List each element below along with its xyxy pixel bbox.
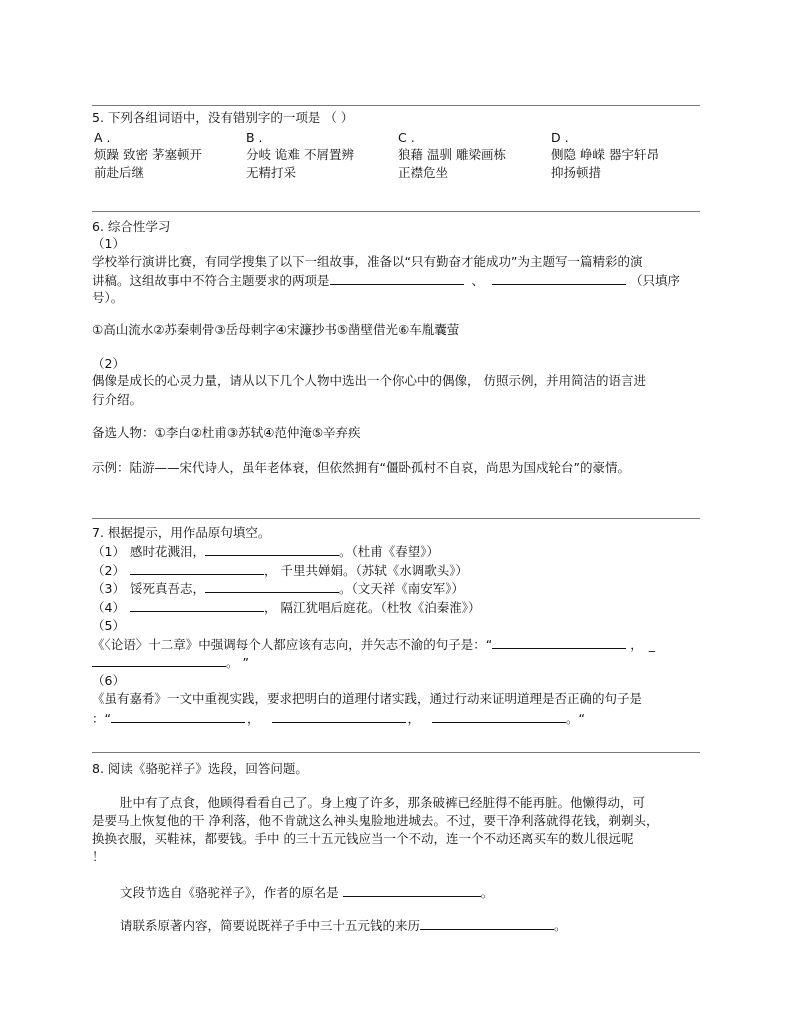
q7-item-5-end: 。 ” [226,655,249,670]
section-divider [92,211,700,212]
q6-part1-line1: 学校举行演讲比赛，有同学搜集了以下一组故事，准备以“只有勤奋才能成功”为主题写一篇精彩的演 [92,254,643,269]
q5-option-d-line1: 侧隐 峥嵘 器宇轩昂 [551,147,659,162]
q6-part1-line2 [92,272,680,289]
q8-subquestion-1 [120,884,493,901]
q5-option-c-letter: C . [398,130,415,145]
q7-item-3-label: （3） [92,581,125,596]
q5-option-b-line1: 分岐 诡难 不屑置辨 [246,147,354,162]
q7-item-5-comma: ， [630,637,643,652]
answer-blank[interactable] [432,710,566,723]
q8-subquestion-1-end: 。 [480,885,494,900]
q7-item-2 [92,562,468,579]
q6-part2-line1: 偶像是成长的心灵力量，请从以下几个人物中选出一个你心中的偶像， 仿照示例，并用简洁的语言进 [92,373,646,388]
q8-subquestion-2-end: 。 [554,918,567,933]
q5-option-c-line2: 正襟危坐 [398,165,449,180]
q6-part1-line2-end: （只填序 [630,273,681,288]
q7-item-5-line1 [92,636,655,653]
q7-item-5-label: （5） [92,618,125,633]
q7-item-3-source: 。（文天祥《南安军》） [339,581,465,596]
answer-blank[interactable] [205,543,339,556]
q7-item-6-line2 [92,710,585,727]
q6-part2-label: （2） [92,356,125,371]
q6-candidates: 备选人物：①李白②杜甫③苏轼④范仲淹⑤辛弃疾 [92,425,361,440]
q7-item-6-comma-1: ， [246,711,260,726]
q8-subquestion-2 [120,917,567,934]
q7-item-5-text: 《〈论语〉十二章》中强调每个人都应该有志向，并矢志不渝的句子是：“ [92,637,493,652]
q7-item-1 [92,543,439,560]
q5-option-a-line2: 前赴后继 [94,165,145,180]
q6-part1-line3: 号）。 [92,290,124,305]
q7-item-5-dash: _ [648,637,655,652]
answer-blank[interactable] [111,710,245,723]
answer-blank[interactable] [343,884,481,897]
answer-blank[interactable] [492,272,626,285]
q5-option-a-line1: 烦躁 致密 茅塞顿开 [94,147,202,162]
answer-blank[interactable] [92,654,226,667]
q7-item-3 [92,580,464,597]
q6-part1-line2-text: 讲稿。这组故事中不符合主题要求的两项是 [92,273,330,288]
section-divider [92,105,700,106]
q7-item-2-text: ， 千里共婵娟。（苏轼《水调歌头》） [264,563,468,578]
q6-part2-line2: 行介绍。 [92,392,143,407]
q7-item-6-end: 。“ [566,711,585,726]
q5-option-a-letter: A . [94,130,111,145]
q8-subquestion-1-text: 文段节选自《骆驼祥子》，作者的原名是 [120,885,339,900]
answer-blank[interactable] [205,580,339,593]
q6-title: 6. 综合性学习 [92,219,171,234]
q6-stories: ①高山流水②苏秦刺骨③岳母刺字④宋濂抄书⑤凿壁借光⑥车胤囊萤 [92,322,460,337]
q7-item-1-label: （1） [92,544,125,559]
q7-item-1-source: 。（杜甫《春望》） [339,544,440,559]
q7-item-6-label: （6） [92,673,125,688]
answer-blank[interactable] [130,562,264,575]
q7-item-6-line1: 《虽有嘉肴》一文中重视实践，要求把明白的道理付诸实践，通过行动来证明道理是否正确的句子是 [92,691,643,706]
q7-item-1-text: 感时花溅泪， [130,544,206,559]
q7-item-4-label: （4） [92,600,125,615]
q7-item-6-open: ：“ [92,711,111,726]
q7-item-2-label: （2） [92,563,125,578]
q5-option-d-line2: 抑扬顿措 [551,165,602,180]
q8-passage-line-3: 换换衣服，买鞋袜，都要钱。手中 的三十五元钱应当一个不动，连一个不动还离买车的数儿很远呢 [92,831,634,846]
section-divider [92,518,700,519]
q7-item-4-text: ， 隔江犹唱后庭花。（杜牧《泊秦淮》） [264,600,481,615]
q7-title: 7. 根据提示，用作品原句填空。 [92,525,271,540]
answer-blank[interactable] [330,272,464,285]
q8-title: 8. 阅读《骆驼祥子》选段，回答问题。 [92,761,308,776]
answer-blank[interactable] [272,710,406,723]
q6-example: 示例：陆游——宋代诗人，虽年老体衰，但依然拥有“僵卧孤村不自哀，尚思为国戍轮台”的豪情。 [92,460,630,475]
q8-passage-line-1: 肚中有了点食，他顾得看看自己了。身上瘦了许多，那条破裤已经脏得不能再脏。他懒得动，可 [120,795,646,810]
q6-part1-separator: 、 [471,273,485,288]
q8-passage-line-2: 是要马上恢复他的干 净利落，他不肯就这么神头鬼脸地进城去。不过，要干净利落就得花钱，剃剃头， [92,813,659,828]
section-divider [92,752,700,753]
q7-item-5-line2 [92,654,249,671]
q5-option-c-line1: 狼藉 温驯 雕梁画栋 [398,147,506,162]
q5-option-d-letter: D . [551,130,569,145]
q8-subquestion-2-text: 请联系原著内容，简要说既祥子手中三十五元钱的来历 [120,918,421,933]
q7-item-3-text: 馁死真吾志， [130,581,206,596]
q5-title: 5. 下列各组词语中，没有错别字的一项是 （ ） [92,110,354,125]
q7-item-6-comma-2: ， [407,711,421,726]
answer-blank[interactable] [420,917,554,930]
q8-passage-line-4: ！ [92,849,105,864]
q7-item-4 [92,599,480,616]
q5-option-b-letter: B . [246,130,263,145]
q5-option-b-line2: 无精打采 [246,165,297,180]
answer-blank[interactable] [130,599,264,612]
q6-part1-label: （1） [92,236,125,251]
answer-blank[interactable] [492,636,626,649]
